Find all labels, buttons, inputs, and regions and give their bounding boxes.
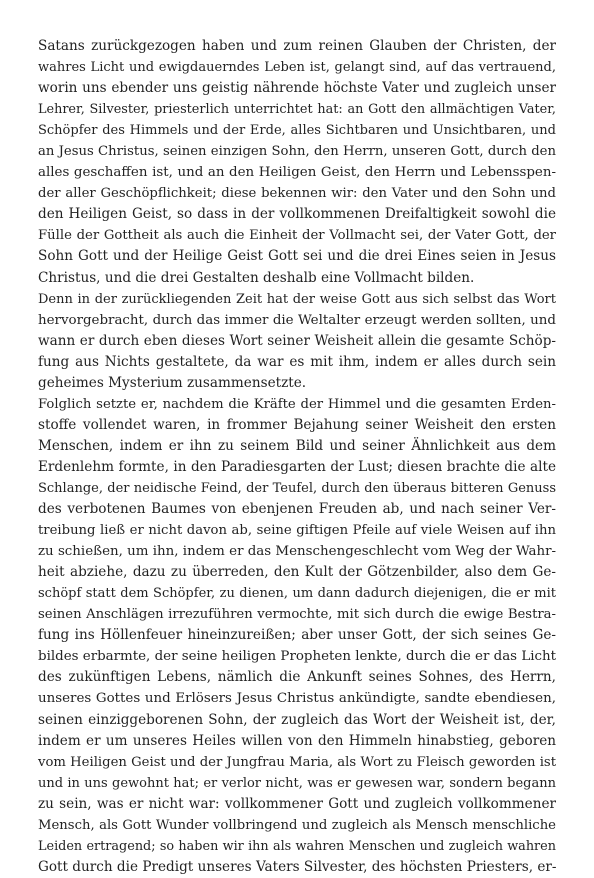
text-line: Fülle der Gottheit als auch die Einheit der Vollmacht sei, der Vater Gott, der bbox=[38, 228, 556, 244]
text-line: Christus, und die drei Gestalten deshalb eine Vollmacht bilden. bbox=[38, 269, 475, 286]
text-line: Mensch, als Gott Wunder vollbringend und zugleich als Mensch menschliche bbox=[38, 817, 556, 833]
paragraph-1 bbox=[38, 36, 556, 289]
text-line: zu sein, was er nicht war: vollkommener Gott und zugleich vollkommener bbox=[38, 795, 556, 812]
text-line: treibung ließ er nicht davon ab, seine giftigen Pfeile auf viele Weisen auf ihn bbox=[38, 523, 556, 539]
text-line: bildes erbarmte, der seine heiligen Propheten lenkte, durch die er das Licht bbox=[38, 649, 556, 665]
text-line: seinen Anschlägen irrezuführen vermochte, mit sich durch die ewige Bestra- bbox=[38, 607, 556, 623]
paragraph-3 bbox=[38, 394, 556, 878]
text-line: Menschen, indem er ihn zu seinem Bild und seiner Ähnlichkeit aus dem bbox=[38, 437, 556, 454]
text-line: Lehrer, Silvester, priesterlich unterrichtet hat: an Gott den allmächtigen Vater, bbox=[38, 102, 556, 118]
text-line: heit abziehe, dazu zu überreden, den Kult der Götzenbilder, also dem Ge- bbox=[38, 564, 556, 581]
text-line: hervorgebracht, durch das immer die Weltalter erzeugt werden sollten, und bbox=[38, 312, 556, 328]
text-line: indem er um unseres Heiles willen von den Himmeln hinabstieg, geboren bbox=[38, 732, 556, 749]
text-line: wahres Licht und ewigdauerndes Leben ist, gelangt sind, auf das vertrauend, bbox=[38, 60, 556, 76]
text-line: seinen einziggeborenen Sohn, der zugleich das Wort der Weisheit ist, der, bbox=[38, 711, 556, 728]
text-line: Leiden ertragend; so haben wir ihn als wahren Menschen und zugleich wahren bbox=[38, 838, 556, 854]
text-line: fung aus Nichts gestaltete, da war es mit ihm, indem er alles durch sein bbox=[38, 353, 556, 370]
text-line: fung ins Höllenfeuer hineinzureißen; aber unser Gott, der sich seines Ge- bbox=[38, 627, 556, 644]
text-line: Erdenlehm formte, in den Paradiesgarten der Lust; diesen brachte die alte bbox=[38, 458, 556, 475]
text-line: der aller Geschöpflichkeit; diese bekennen wir: den Vater und den Sohn und bbox=[38, 186, 556, 202]
text-line: Schöpfer des Himmels und der Erde, alles Sichtbaren und Unsichtbaren, und bbox=[38, 123, 556, 139]
document-page bbox=[38, 36, 556, 878]
text-line: wann er durch eben dieses Wort seiner Weisheit allein die gesamte Schöp- bbox=[38, 332, 556, 349]
text-line: Schlange, der neidische Feind, der Teufel, durch den überaus bitteren Genuss bbox=[38, 480, 556, 496]
text-line: stoffe vollendet waren, in frommer Bejahung seiner Weisheit den ersten bbox=[38, 416, 556, 433]
text-line: geheimes Mysterium zusammensetzte. bbox=[38, 374, 307, 391]
text-line: Gott durch die Predigt unseres Vaters Silvester, des höchsten Priesters, er- bbox=[38, 858, 557, 875]
text-line: Denn in der zurückliegenden Zeit hat der weise Gott aus sich selbst das Wort bbox=[38, 291, 556, 307]
paragraph-2 bbox=[38, 289, 556, 394]
text-line: zu schießen, um ihn, indem er das Menschengeschlecht vom Weg der Wahr- bbox=[38, 544, 556, 560]
text-line: den Heiligen Geist, so dass in der vollkommenen Dreifaltigkeit sowohl die bbox=[38, 206, 556, 223]
text-line: Satans zurückgezogen haben und zum reinen Glauben der Christen, der bbox=[38, 38, 556, 54]
text-line: Sohn Gott und der Heilige Geist Gott sei und die drei Eines seien in Jesus bbox=[38, 248, 556, 265]
text-line: unseres Gottes und Erlösers Jesus Christus ankündigte, sandte ebendiesen, bbox=[38, 691, 556, 707]
text-line: des verbotenen Baumes von ebenjenen Freuden ab, und nach seiner Ver- bbox=[38, 501, 556, 518]
text-line: und in uns gewohnt hat; er verlor nicht, was er gewesen war, sondern begann bbox=[38, 775, 556, 791]
text-line: des zukünftigen Lebens, nämlich die Ankunft seines Sohnes, des Herrn, bbox=[38, 669, 556, 686]
text-line: schöpf statt dem Schöpfer, zu dienen, um dann dadurch diejenigen, die er mit bbox=[38, 586, 556, 602]
text-line: vom Heiligen Geist und der Jungfrau Maria, als Wort zu Fleisch geworden ist bbox=[38, 754, 556, 770]
text-line: Folglich setzte er, nachdem die Kräfte der Himmel und die gesamten Erden- bbox=[38, 396, 556, 412]
text-line: worin uns ebender uns geistig nährende höchste Vater und zugleich unser bbox=[38, 80, 556, 97]
text-line: alles geschaffen ist, und an den Heiligen Geist, den Herrn und Lebensspen- bbox=[38, 165, 556, 181]
text-line: an Jesus Christus, seinen einzigen Sohn, den Herrn, unseren Gott, durch den bbox=[38, 144, 556, 160]
